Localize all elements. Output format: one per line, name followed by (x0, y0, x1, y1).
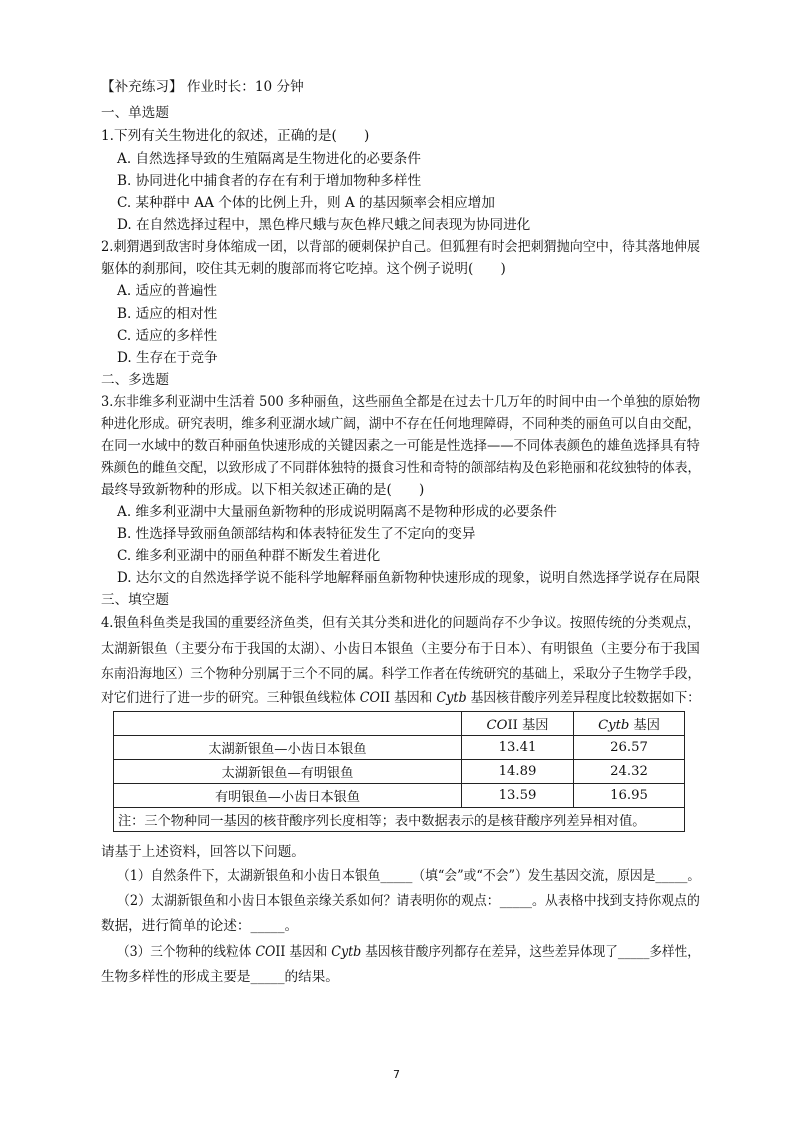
co2-value: 14.89 (462, 760, 574, 784)
q4-sub1: （1）自然条件下，太湖新银鱼和小齿日本银鱼_____（填“会”或“不会”）发生基因交流，原因是_____。 (117, 868, 701, 884)
q4-sub3-line2: 生物多样性的形成主要是_____的结果。 (101, 969, 339, 985)
q1-stem: 1.下列有关生物进化的叙述，正确的是( ) (101, 128, 370, 144)
q4-stem-line1: 4.银鱼科鱼类是我国的重要经济鱼类，但有关其分类和进化的问题尚存不少争议。按照传统的分类观点， (101, 615, 701, 631)
q4-stem-text-b: 基因和 (390, 690, 437, 706)
q4-stem-line3: 东南沿海地区）三个物种分别属于三个不同的属。科学工作者在传统研究的基础上，采取分子生物学手段， (101, 666, 701, 682)
q3-stem-line3: 在同一水域中的数百种丽鱼快速形成的关键因素之一可能是性选择——不同体表颜色的雄鱼选择具有特 (101, 438, 700, 454)
page-number: 7 (393, 1068, 400, 1081)
q1-option-c: C. 某种群中 AA 个体的比例上升，则 A 的基因频率会相应增加 (117, 195, 495, 211)
sub3-gene-co-suffix: II (275, 944, 286, 960)
header-co2 (462, 712, 574, 736)
q4-prompt: 请基于上述资料，回答以下问题。 (101, 844, 305, 860)
q3-stem-line1: 3.东非维多利亚湖中生活着 500 多种丽鱼，这些丽鱼全都是在过去十几万年的时间中由一个单独的原始物 (101, 394, 701, 410)
section-single-choice: 一、单选题 (101, 105, 169, 121)
header-cytb (574, 712, 685, 736)
q4-sub3-text-a3: 基因核苷酸序列都存在差异，这些差异体现了_____多样性， (361, 944, 700, 960)
q4-sub3-text-a1: （3）三个物种的线粒体 (117, 944, 256, 960)
header-empty-cell (114, 712, 462, 736)
header-co2-word: 基因 (517, 718, 549, 733)
q2-stem-line1: 2.刺猬遇到敌害时身体缩成一团，以背部的硬刺保护自己。但狐狸有时会把刺猬抛向空中，待其落地伸展 (101, 239, 701, 255)
section-fill-blank: 三、填空题 (101, 592, 169, 608)
table-row (114, 760, 685, 784)
cytb-value: 26.57 (574, 736, 685, 760)
q3-option-c: C. 维多利亚湖中的丽鱼种群不断发生着进化 (117, 548, 381, 564)
sub3-gene-co: CO (255, 944, 276, 960)
header-cytb-word: 基因 (629, 718, 660, 733)
table-header-row (114, 712, 685, 736)
comparison-table (113, 711, 685, 832)
q4-sub3-text-a2: 基因和 (285, 944, 332, 960)
q4-stem-line2: 太湖新银鱼（主要分布于我国的太湖）、小齿日本银鱼（主要分布于日本）、有明银鱼（主要分布于我国 (101, 641, 700, 657)
q3-stem-line5: 最终导致新物种的形成。以下相关叙述正确的是( ) (101, 482, 425, 498)
q4-stem-text-c: 基因核苷酸序列差异程度比较数据如下： (466, 690, 700, 706)
table-note-row (114, 808, 685, 832)
q2-option-b: B. 适应的相对性 (117, 306, 218, 322)
gene-co-name: CO (359, 690, 380, 706)
q3-option-b: B. 性选择导致丽鱼颌部结构和体表特征发生了不定向的变异 (117, 526, 476, 542)
q4-stem-text-a: 对它们进行了进一步的研究。三种银鱼线粒体 (101, 690, 360, 706)
q2-option-c: C. 适应的多样性 (117, 328, 218, 344)
header-cytb-gene: Cytb (598, 718, 630, 733)
gene-co-suffix: II (379, 690, 391, 706)
q1-option-a: A. 自然选择导致的生殖隔离是生物进化的必要条件 (117, 151, 421, 167)
q3-option-a: A. 维多利亚湖中大量丽鱼新物种的形成说明隔离不是物种形成的必要条件 (117, 504, 557, 520)
species-pair: 有明银鱼—小齿日本银鱼 (114, 784, 462, 808)
table-row (114, 784, 685, 808)
q2-option-a: A. 适应的普遍性 (117, 283, 218, 299)
q1-option-d: D. 在自然选择过程中，黑色桦尺蛾与灰色桦尺蛾之间表现为协同进化 (117, 217, 531, 233)
header-co2-suffix: II (507, 718, 518, 733)
q4-sub3-line1 (117, 943, 700, 961)
gene-cytb-name: Cytb (436, 690, 467, 706)
exercise-header: 【补充练习】 作业时长：10 分钟 (101, 79, 304, 95)
table-row (114, 736, 685, 760)
q3-stem-line2: 种进化形成。研究表明，维多利亚湖水域广阔，湖中不存在任何地理障碍，不同种类的丽鱼可以自由交配， (101, 416, 701, 432)
species-pair: 太湖新银鱼—小齿日本银鱼 (114, 736, 462, 760)
sub3-gene-cytb: Cytb (331, 944, 362, 960)
q3-option-d: D. 达尔文的自然选择学说不能科学地解释丽鱼新物种快速形成的现象，说明自然选择学说存在局限 (117, 570, 700, 586)
q4-stem-line4 (101, 689, 700, 707)
cytb-value: 16.95 (574, 784, 685, 808)
cytb-value: 24.32 (574, 760, 685, 784)
q2-option-d: D. 生存在于竞争 (117, 350, 218, 366)
co2-value: 13.41 (462, 736, 574, 760)
q4-sub2-line1: （2）太湖新银鱼和小齿日本银鱼亲缘关系如何？请表明你的观点：_____。从表格中找到支持你观点的 (117, 893, 700, 909)
q2-stem-line2: 躯体的刹那间，咬住其无刺的腹部而将它吃掉。这个例子说明( ) (101, 261, 506, 277)
header-co2-gene: CO (486, 718, 508, 733)
section-multi-choice: 二、多选题 (101, 372, 169, 388)
table-note: 注：三个物种同一基因的核苷酸序列长度相等；表中数据表示的是核苷酸序列差异相对值。 (114, 808, 685, 832)
co2-value: 13.59 (462, 784, 574, 808)
q1-option-b: B. 协同进化中捕食者的存在有利于增加物种多样性 (117, 173, 422, 189)
q4-sub2-line2: 数据，进行简单的论述：_____。 (101, 918, 299, 934)
species-pair: 太湖新银鱼—有明银鱼 (114, 760, 462, 784)
q3-stem-line4: 殊颜色的雌鱼交配，以致形成了不同群体独特的摄食习性和奇特的颌部结构及色彩艳丽和花纹独特的体表， (101, 460, 701, 476)
